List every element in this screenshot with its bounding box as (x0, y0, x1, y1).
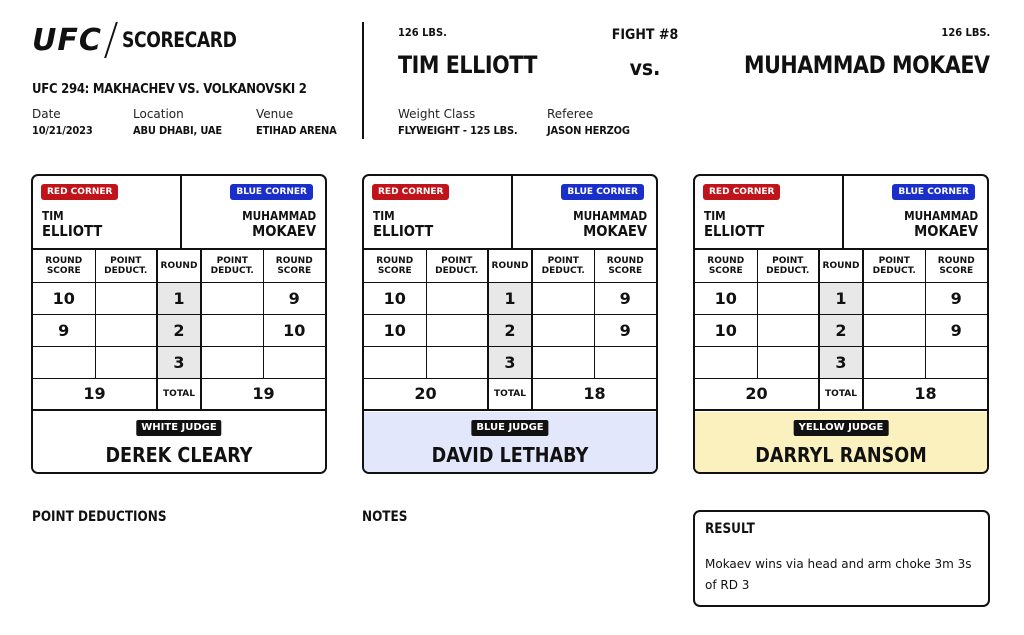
red-round-score (695, 346, 757, 378)
red-point-deduct (95, 314, 157, 346)
blue-first-name: MUHAMMAD (903, 209, 978, 223)
round-row (364, 314, 656, 346)
total-row (33, 378, 325, 410)
blue-point-deduct (532, 314, 594, 346)
blue-round-score: 9 (594, 282, 656, 314)
red-first-name: TIM (42, 209, 64, 223)
red-round-score: 10 (695, 314, 757, 346)
blue-corner-badge: BLUE CORNER (892, 184, 975, 200)
blue-corner-fighter (573, 209, 647, 239)
round-header: ROUND (819, 250, 863, 282)
red-point-deduct (757, 282, 819, 314)
round-header: ROUND (488, 250, 532, 282)
red-round-score (33, 346, 95, 378)
result-box (693, 510, 990, 607)
blue-round-score-header: ROUND SCORE (925, 250, 987, 282)
red-last-name: ELLIOTT (704, 222, 765, 240)
blue-point-deduct (532, 282, 594, 314)
location-label: Location (133, 107, 184, 121)
venue-value: ETIHAD ARENA (256, 124, 337, 137)
scorecard-white-judge (31, 174, 327, 474)
round-row (33, 282, 325, 314)
fighter-names (364, 176, 656, 250)
round-number: 1 (488, 282, 532, 314)
red-round-score-header: ROUND SCORE (695, 250, 757, 282)
round-number: 1 (819, 282, 863, 314)
red-round-score (364, 346, 426, 378)
blue-round-score-header: ROUND SCORE (594, 250, 656, 282)
fight-number: FIGHT #8 (611, 27, 679, 43)
point-deductions-title: POINT DEDUCTIONS (32, 509, 167, 525)
blue-point-deduct-header: POINT DEDUCT. (532, 250, 594, 282)
blue-point-deduct-header: POINT DEDUCT. (201, 250, 263, 282)
red-first-name: TIM (373, 209, 395, 223)
red-corner-fighter (373, 209, 433, 239)
blue-total-score: 19 (201, 378, 325, 410)
blue-point-deduct (863, 282, 925, 314)
blue-round-score (925, 346, 987, 378)
red-point-deduct (426, 346, 488, 378)
logo-text: UFC (32, 22, 102, 58)
red-total-score: 20 (364, 378, 488, 410)
red-point-deduct-header: POINT DEDUCT. (757, 250, 819, 282)
round-number: 2 (488, 314, 532, 346)
corner-divider (180, 176, 182, 250)
judge-name: DAVID LETHABY (431, 443, 589, 467)
red-point-deduct (95, 282, 157, 314)
judge-area (695, 412, 987, 474)
judge-name: DARRYL RANSOM (755, 443, 927, 467)
total-row (695, 378, 987, 410)
blue-first-name: MUHAMMAD (241, 209, 316, 223)
ufc-logo (32, 22, 262, 58)
judge-area (364, 412, 656, 474)
blue-round-score: 9 (925, 314, 987, 346)
blue-point-deduct (532, 346, 594, 378)
red-fighter-name: TIM ELLIOTT (398, 51, 538, 79)
logo-divider (104, 22, 118, 58)
red-point-deduct (426, 282, 488, 314)
blue-round-score (594, 346, 656, 378)
score-table (695, 250, 987, 411)
red-round-score: 10 (695, 282, 757, 314)
round-row (364, 346, 656, 378)
round-number: 2 (157, 314, 201, 346)
score-table (364, 250, 656, 411)
blue-corner-badge: BLUE CORNER (561, 184, 644, 200)
red-total-score: 20 (695, 378, 819, 410)
judge-tag: YELLOW JUDGE (794, 420, 889, 436)
blue-point-deduct (201, 314, 263, 346)
red-point-deduct-header: POINT DEDUCT. (426, 250, 488, 282)
total-row (364, 378, 656, 410)
round-number: 1 (157, 282, 201, 314)
fighter-names (33, 176, 325, 250)
red-corner-fighter (42, 209, 102, 239)
red-point-deduct (95, 346, 157, 378)
round-row (695, 314, 987, 346)
venue-label: Venue (256, 107, 294, 121)
referee-value: JASON HERZOG (547, 124, 630, 137)
total-label: TOTAL (819, 378, 863, 410)
notes-title: NOTES (362, 509, 408, 525)
judge-tag: WHITE JUDGE (136, 420, 221, 436)
scorecard-label: SCORECARD (121, 28, 237, 52)
result-text: Mokaev wins via head and arm choke 3m 3s of RD 3 (705, 557, 972, 592)
blue-last-name: MOKAEV (251, 222, 316, 240)
blue-corner-fighter (242, 209, 316, 239)
red-corner-badge: RED CORNER (703, 184, 780, 200)
blue-point-deduct (201, 282, 263, 314)
header-divider (362, 22, 364, 139)
red-round-score-header: ROUND SCORE (364, 250, 426, 282)
blue-weight: 126 LBS. (941, 26, 990, 39)
corner-divider (511, 176, 513, 250)
blue-corner-fighter (904, 209, 978, 239)
blue-round-score (263, 346, 325, 378)
blue-point-deduct (863, 314, 925, 346)
judge-name: DEREK CLEARY (105, 443, 253, 467)
blue-round-score-header: ROUND SCORE (263, 250, 325, 282)
red-round-score: 10 (364, 282, 426, 314)
scorecard-blue-judge (362, 174, 658, 474)
blue-fighter-name: MUHAMMAD MOKAEV (744, 51, 990, 79)
blue-total-score: 18 (863, 378, 987, 410)
red-corner-fighter (704, 209, 764, 239)
blue-round-score: 10 (263, 314, 325, 346)
date-value: 10/21/2023 (32, 124, 93, 137)
blue-corner-badge: BLUE CORNER (230, 184, 313, 200)
red-last-name: ELLIOTT (42, 222, 103, 240)
red-round-score: 9 (33, 314, 95, 346)
red-corner-badge: RED CORNER (372, 184, 449, 200)
red-point-deduct (757, 314, 819, 346)
blue-last-name: MOKAEV (913, 222, 978, 240)
corner-divider (842, 176, 844, 250)
judge-tag: BLUE JUDGE (471, 420, 548, 436)
score-table (33, 250, 325, 411)
blue-round-score: 9 (594, 314, 656, 346)
date-label: Date (32, 107, 61, 121)
event-title: UFC 294: MAKHACHEV VS. VOLKANOVSKI 2 (32, 82, 307, 97)
referee-label: Referee (547, 107, 594, 121)
red-weight: 126 LBS. (398, 26, 447, 39)
weight-class-value: FLYWEIGHT - 125 LBS. (398, 124, 518, 137)
round-row (695, 346, 987, 378)
total-label: TOTAL (157, 378, 201, 410)
blue-total-score: 18 (532, 378, 656, 410)
red-corner-badge: RED CORNER (41, 184, 118, 200)
round-row (364, 282, 656, 314)
round-row (695, 282, 987, 314)
red-point-deduct (426, 314, 488, 346)
red-point-deduct-header: POINT DEDUCT. (95, 250, 157, 282)
round-number: 3 (819, 346, 863, 378)
total-label: TOTAL (488, 378, 532, 410)
blue-point-deduct-header: POINT DEDUCT. (863, 250, 925, 282)
round-number: 2 (819, 314, 863, 346)
red-round-score-header: ROUND SCORE (33, 250, 95, 282)
red-point-deduct (757, 346, 819, 378)
red-round-score: 10 (33, 282, 95, 314)
red-round-score: 10 (364, 314, 426, 346)
vs-label: vs. (629, 56, 661, 80)
judge-area (33, 412, 325, 474)
blue-last-name: MOKAEV (582, 222, 647, 240)
blue-round-score: 9 (925, 282, 987, 314)
blue-first-name: MUHAMMAD (572, 209, 647, 223)
round-number: 3 (157, 346, 201, 378)
blue-point-deduct (863, 346, 925, 378)
round-header: ROUND (157, 250, 201, 282)
fighter-names (695, 176, 987, 250)
red-last-name: ELLIOTT (373, 222, 434, 240)
round-row (33, 314, 325, 346)
weight-class-label: Weight Class (398, 107, 476, 121)
blue-round-score: 9 (263, 282, 325, 314)
scorecard-yellow-judge (693, 174, 989, 474)
round-row (33, 346, 325, 378)
red-first-name: TIM (704, 209, 726, 223)
blue-point-deduct (201, 346, 263, 378)
result-title: RESULT (705, 521, 755, 537)
location-value: ABU DHABI, UAE (133, 124, 222, 137)
round-number: 3 (488, 346, 532, 378)
red-total-score: 19 (33, 378, 157, 410)
